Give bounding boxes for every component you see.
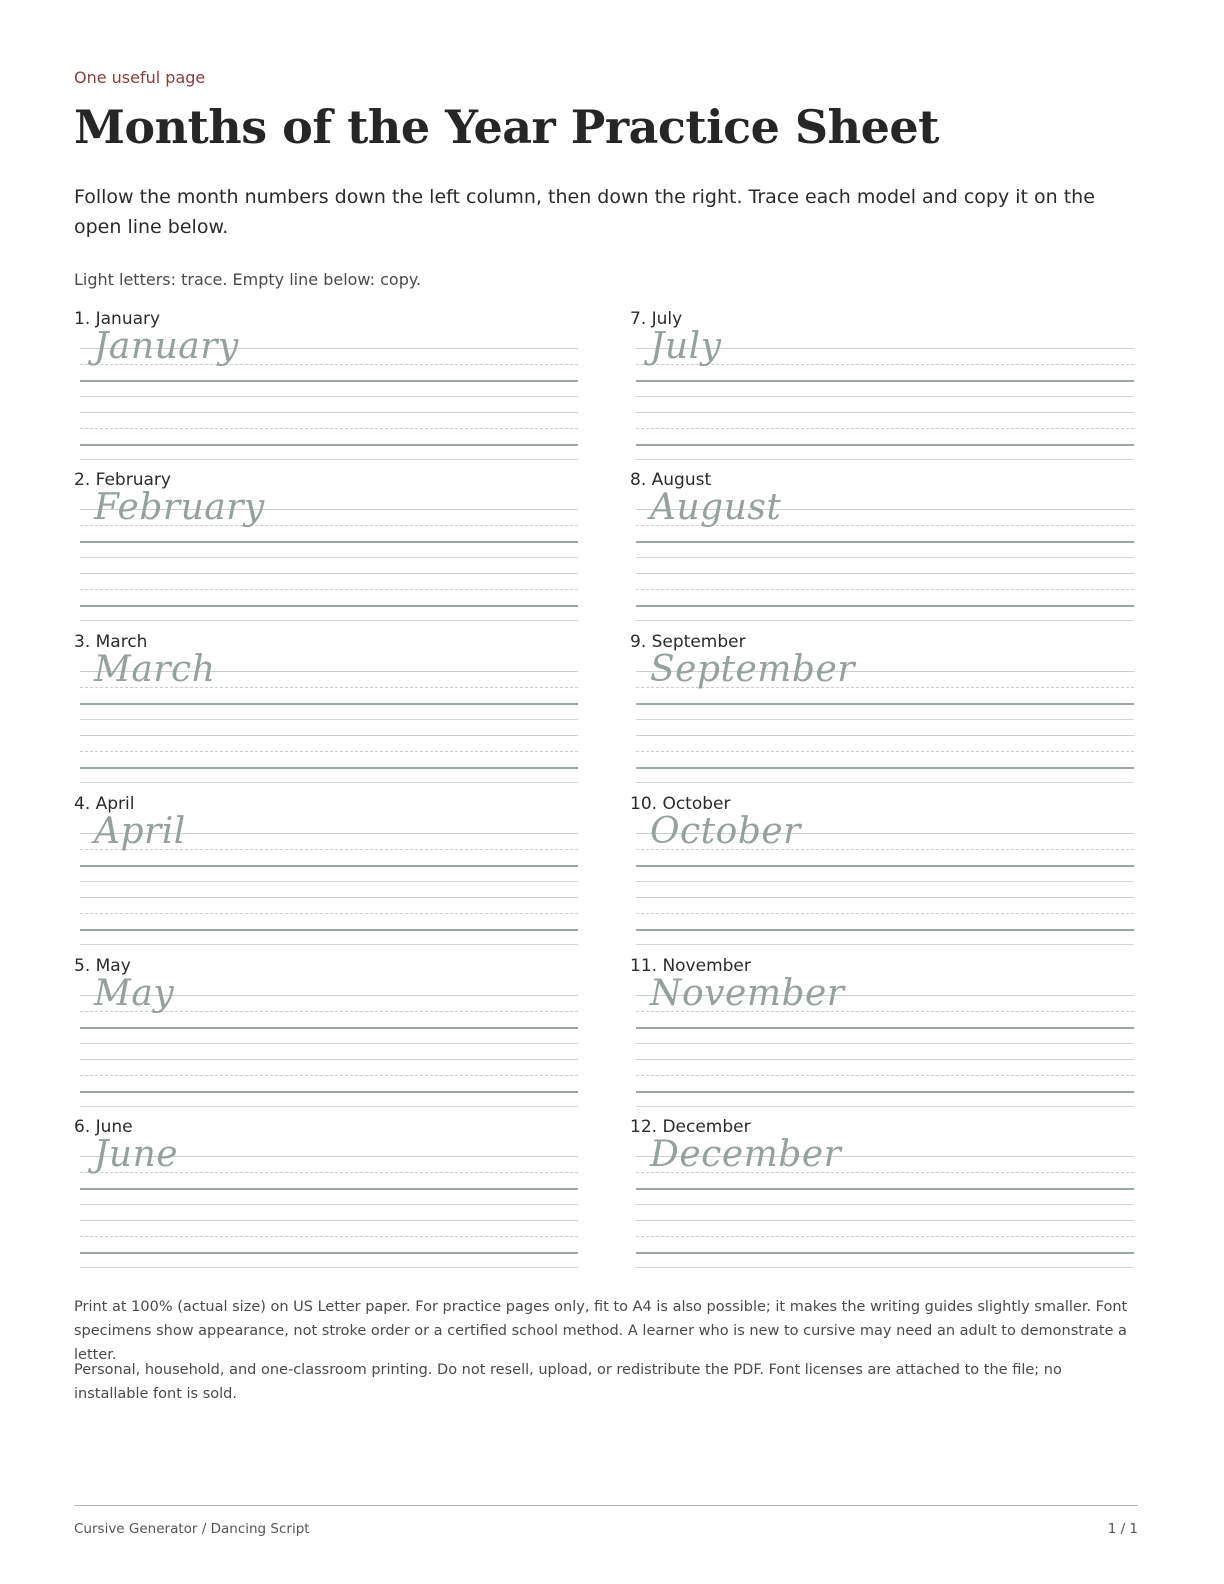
writing-guides bbox=[80, 326, 578, 453]
trace-model: June bbox=[94, 1134, 179, 1175]
month-block bbox=[74, 309, 578, 464]
footer-source: Cursive Generator / Dancing Script bbox=[74, 1521, 310, 1537]
month-block bbox=[630, 470, 1134, 625]
footer-divider bbox=[74, 1505, 1138, 1506]
trace-model: March bbox=[94, 649, 216, 690]
trace-model: December bbox=[650, 1134, 842, 1175]
month-label: 7. July bbox=[630, 309, 683, 329]
writing-guides bbox=[636, 811, 1134, 938]
month-label: 12. December bbox=[630, 1117, 751, 1137]
writing-guides bbox=[636, 649, 1134, 776]
month-block bbox=[74, 1117, 578, 1272]
trace-model: October bbox=[650, 811, 801, 852]
trace-model: April bbox=[94, 811, 186, 852]
month-label: 11. November bbox=[630, 956, 751, 976]
month-label: 9. September bbox=[630, 632, 746, 652]
trace-model: November bbox=[650, 973, 845, 1014]
month-label: 6. June bbox=[74, 1117, 133, 1137]
month-label: 3. March bbox=[74, 632, 148, 652]
trace-model: August bbox=[650, 487, 782, 528]
month-block bbox=[74, 632, 578, 787]
month-block bbox=[74, 794, 578, 949]
month-block bbox=[630, 1117, 1134, 1272]
writing-guides bbox=[80, 811, 578, 938]
month-block bbox=[630, 309, 1134, 464]
trace-model: February bbox=[94, 487, 265, 528]
trace-model: May bbox=[94, 973, 175, 1014]
instruction-note: Light letters: trace. Empty line below: copy. bbox=[74, 270, 422, 289]
writing-guides bbox=[636, 487, 1134, 614]
writing-guides bbox=[80, 487, 578, 614]
month-label: 4. April bbox=[74, 794, 135, 814]
page-number: 1 / 1 bbox=[1107, 1521, 1138, 1537]
trace-model: July bbox=[650, 326, 722, 367]
print-instructions: Print at 100% (actual size) on US Letter paper. For practice pages only, fit to A4 is also possible; it makes the writing guides slightly smaller. Font specimens show appearance, not stroke order or a certified school method. A learner who is new to cursive may need an adult to demonstrate a letter. bbox=[74, 1299, 1128, 1363]
month-label: 1. January bbox=[74, 309, 161, 329]
writing-guides bbox=[636, 326, 1134, 453]
month-label: 5. May bbox=[74, 956, 131, 976]
month-block bbox=[74, 956, 578, 1111]
month-label: 2. February bbox=[74, 470, 171, 490]
trace-model: January bbox=[94, 326, 239, 367]
writing-guides bbox=[80, 649, 578, 776]
writing-guides bbox=[80, 973, 578, 1100]
month-block bbox=[630, 794, 1134, 949]
kicker: One useful page bbox=[74, 68, 206, 87]
trace-model: September bbox=[650, 649, 855, 690]
writing-guides bbox=[636, 973, 1134, 1100]
month-block bbox=[630, 632, 1134, 787]
writing-guides bbox=[80, 1134, 578, 1261]
month-block bbox=[630, 956, 1134, 1111]
page-title: Months of the Year Practice Sheet bbox=[74, 100, 939, 154]
month-block bbox=[74, 470, 578, 625]
month-label: 10. October bbox=[630, 794, 731, 814]
intro-text: Follow the month numbers down the left column, then down the right. Trace each model and copy it on the open line below. bbox=[74, 186, 1095, 238]
month-label: 8. August bbox=[630, 470, 712, 490]
license-notice: Personal, household, and one-classroom printing. Do not resell, upload, or redistribute the PDF. Font licenses are attached to the file; no installable font is sold. bbox=[74, 1362, 1062, 1402]
writing-guides bbox=[636, 1134, 1134, 1261]
